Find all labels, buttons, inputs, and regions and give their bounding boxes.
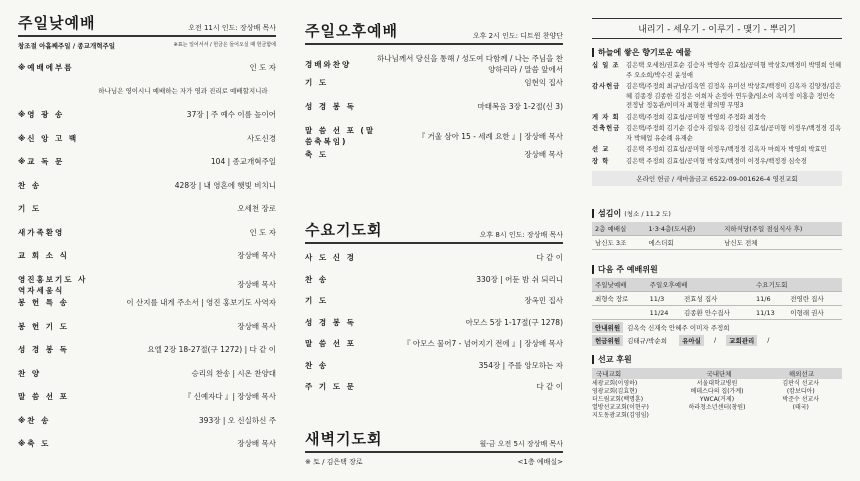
offering-names: 김은택 오세천/권호순 김승자 박영숙 김효섭/공미형 박상호/백경미 박명희 인혜주 오소희/박수진 윤성애 xyxy=(626,62,842,79)
mission-column xyxy=(675,380,760,420)
mission-item: 열방선교교회(이현구) xyxy=(592,404,649,411)
offering-row xyxy=(592,61,842,80)
morning-order-value: 인 도 자 xyxy=(249,63,276,72)
wednesday-order-label: 찬 송 xyxy=(305,360,329,370)
morning-title: 주일낮예배 xyxy=(18,14,96,32)
morning-order-list xyxy=(18,56,276,466)
morning-order-label: 말 씀 선 포 xyxy=(18,392,69,401)
morning-order-row xyxy=(18,180,276,191)
morning-order-row xyxy=(18,391,276,402)
manager-value: / xyxy=(767,336,770,344)
afternoon-order-row xyxy=(305,53,563,75)
wednesday-order-value: 다 같 이 xyxy=(536,253,563,262)
wednesday-order-row xyxy=(305,360,563,371)
afternoon-order-list xyxy=(305,45,563,175)
morning-order-value: 오세천 장로 xyxy=(237,204,276,213)
middle-column xyxy=(305,0,563,467)
mission-item: (태국) xyxy=(792,404,809,411)
next-cell: 11/13 xyxy=(753,306,787,320)
offering-title: 하늘에 쌓은 향기로운 예물 xyxy=(592,47,842,58)
next-cell: 김종환 안수집사 xyxy=(681,306,753,320)
guide-row xyxy=(592,322,842,333)
morning-order-row xyxy=(18,344,276,355)
serve-head-cell: 2층 예배실 xyxy=(592,222,646,236)
morning-order-value: 인 도 자 xyxy=(249,227,276,237)
morning-order-label: 봉 헌 특 송 xyxy=(18,298,69,307)
offering-label: 십 일 조 xyxy=(592,62,620,69)
wednesday-order-value: 아모스 5장 1-17절(구 1278) xyxy=(465,317,563,327)
next-cell: 전영란 집사 xyxy=(787,292,842,306)
morning-order-label: 찬 양 xyxy=(18,368,42,378)
next-head-cell: 주일낮예배 xyxy=(592,278,647,292)
mission-item: 박준수 선교사 xyxy=(782,396,820,403)
wednesday-meta: 오후 8시 인도: 장상배 목사 xyxy=(479,231,563,239)
offering-label: 감사헌금 xyxy=(592,83,621,90)
wednesday-order-label: 주 기 도 문 xyxy=(305,382,356,391)
offering-list xyxy=(592,61,842,166)
serve-header xyxy=(592,208,842,219)
next-cell: 최형숙 장로 xyxy=(592,292,647,306)
mission-head-cell: 국내단체 xyxy=(706,370,732,378)
wednesday-order-label: 기 도 xyxy=(305,296,329,305)
wednesday-order-row xyxy=(305,381,563,392)
wednesday-order-value: 354장 | 주를 앙모하는 자 xyxy=(478,360,563,370)
next-head-cell: 수요기도회 xyxy=(753,278,842,292)
serve-cell: 남신도 3조 xyxy=(592,236,646,250)
mission-item: 더드림교회(백명훈) xyxy=(592,396,644,403)
next-row xyxy=(592,306,842,320)
offering-row xyxy=(592,82,842,111)
offering-names: 김은택 주정희 김효섭/공미형 이정우/백정경 김옥자 마희자 박영희 박효민 xyxy=(626,146,827,153)
offering-row xyxy=(592,124,842,143)
mission-item: 지도동광교회(김영임) xyxy=(592,412,649,419)
morning-order-value: 장상배 목사 xyxy=(237,280,276,289)
morning-order-label: ※신 앙 고 백 xyxy=(18,133,79,143)
offering-row xyxy=(592,145,842,155)
morning-order-row xyxy=(18,62,276,73)
right-column xyxy=(592,0,842,420)
next-row xyxy=(592,292,842,306)
next-cell: 11/6 xyxy=(753,292,787,306)
afternoon-meta: 오후 2시 인도: 디트윈 찬양단 xyxy=(472,32,563,40)
morning-order-value: 사도신경 xyxy=(247,133,276,143)
serve-head-cell: 1·3·4층(도서관) xyxy=(646,222,722,236)
dawn-left: ※ 토 / 김은택 장로 xyxy=(305,458,363,466)
afternoon-header xyxy=(305,20,563,45)
morning-order-row xyxy=(18,274,276,296)
manager-label: 교회관리 xyxy=(726,335,757,346)
morning-subheader xyxy=(18,41,276,50)
morning-order-value: 428장 | 내 영혼에 햇빛 비치니 xyxy=(174,180,276,190)
mission-head xyxy=(592,368,842,379)
morning-order-row xyxy=(18,321,276,332)
afternoon-order-value: 『 거울 삼아 15 - 세례 요한 』| 장상배 목사 xyxy=(417,131,563,141)
wednesday-order-label: 사 도 신 경 xyxy=(305,253,356,262)
morning-order-label: ※찬 송 xyxy=(18,415,51,425)
morning-order-value: 장상배 목사 xyxy=(237,321,276,331)
mission-item: 영광교회(김효현) xyxy=(592,388,638,395)
offering-label: 게 자 회 xyxy=(592,113,620,121)
wednesday-order-value: 다 같 이 xyxy=(536,382,563,391)
morning-order-value: 승리의 찬송 | 시온 찬양대 xyxy=(191,368,276,378)
afternoon-order-row xyxy=(305,101,563,112)
afternoon-order-label: 기 도 xyxy=(305,78,329,87)
dawn-meta: 월-금 오전 5시 장상배 목사 xyxy=(479,440,563,448)
morning-order-row xyxy=(18,415,276,426)
next-title: 다음 주 예배위원 xyxy=(592,264,842,275)
mission-column xyxy=(760,380,843,420)
mission-item: 세광교회(이영하) xyxy=(592,380,638,387)
serve-cell: 남신도 전체 xyxy=(721,236,842,250)
wednesday-order-row xyxy=(305,252,563,263)
count-value: 김태규/박순희 xyxy=(627,337,667,345)
wednesday-order-row xyxy=(305,317,563,328)
offering-names: 김은택/주정희 김효섭/공미형 박영희 주정화 최정숙 xyxy=(626,113,766,121)
afternoon-order-label: 말 씀 선 포 (말씀축복임) xyxy=(305,126,376,146)
morning-order-row xyxy=(18,250,276,261)
mission-item: 베데스다의 집(가계) xyxy=(690,388,744,395)
mission-title: 선교 후원 xyxy=(592,354,842,365)
morning-order-value: 하나님은 영이시니 예배하는 자가 영과 진리로 예배할지니라 xyxy=(98,86,268,95)
morning-meta: 오전 11시 인도: 장상배 목사 xyxy=(188,24,276,32)
morning-header xyxy=(18,12,276,37)
afternoon-order-value: 장상배 목사 xyxy=(524,150,563,159)
afternoon-order-value: 마태복음 3장 1-2절(신 3) xyxy=(477,102,563,111)
afternoon-order-value: 하나님께서 당신을 통해 / 성도여 다함께 / 나는 주님을 찬양하리라 / 말씀 앞에서 xyxy=(377,54,563,74)
offering-names: 김은택/주정희 최규남/김옥연 김정옥 유미선 박상호/백경미 김옥자 김양경/김은혜 김종경 김종한 김정은 이희자 손정아 연두출/임소이 옥미정 이홍층 정민숙 전정남 정동관/이미자 최형선 황의명 무명3 xyxy=(626,83,842,109)
morning-order-value: 37장 | 주 예수 이름 높이어 xyxy=(186,110,276,119)
morning-order-row xyxy=(18,133,276,144)
next-cell: 11/24 xyxy=(647,306,681,320)
morning-order-label: 교 회 소 식 xyxy=(18,251,69,260)
mission-item: 김판식 선교사 xyxy=(782,380,820,387)
morning-note: ※표는 일어서서 / 헌금은 들어오실 때 헌금함에 xyxy=(173,42,276,48)
mission-item: (캄보디아) xyxy=(786,388,815,395)
guide-label: 안내위원 xyxy=(592,322,623,333)
morning-order-row xyxy=(18,109,276,120)
morning-order-label: 봉 헌 기 도 xyxy=(18,321,69,331)
wednesday-header xyxy=(305,219,563,244)
wednesday-order-list xyxy=(305,244,563,394)
morning-order-label: 성 경 봉 독 xyxy=(18,345,69,354)
afternoon-order-row xyxy=(305,125,563,147)
morning-order-row xyxy=(18,156,276,167)
morning-order-value: 요엘 2장 18-27절(구 1272) | 다 같 이 xyxy=(147,345,276,354)
youth-label: 유아실 xyxy=(679,335,704,346)
wednesday-order-label: 말 씀 선 포 xyxy=(305,339,356,348)
offering-names: 김은택/주정희 김기순 김승자 김일옥 김정심 김효섭/공미형 이정우/백정경 김옥자 박혜업 유순례 유재순 xyxy=(626,125,842,142)
serve-head-cell: 지하식당(주일 점심식사 후) xyxy=(721,222,842,236)
offering-row xyxy=(592,157,842,167)
mission-item: 서울대학교병원 xyxy=(696,380,738,387)
serve-row xyxy=(592,236,842,250)
morning-order-value: 장상배 목사 xyxy=(237,251,276,260)
dawn-row xyxy=(305,457,563,467)
next-cell: 11/3 xyxy=(647,292,681,306)
wednesday-order-row xyxy=(305,295,563,306)
dawn-title: 새벽기도회 xyxy=(305,430,383,448)
afternoon-order-value: 임현익 집사 xyxy=(524,78,563,87)
afternoon-order-row xyxy=(305,77,563,88)
wednesday-order-row xyxy=(305,274,563,285)
serve-sub: (청소 / 11.2 도) xyxy=(624,210,671,218)
morning-order-label: 새가족환영 xyxy=(18,227,65,237)
morning-order-value: 장상배 목사 xyxy=(237,439,276,448)
morning-order-row xyxy=(18,297,276,308)
serve-title: 섬김이 xyxy=(592,208,621,219)
morning-order-row xyxy=(18,86,276,95)
next-cell: 이형래 권사 xyxy=(787,306,842,320)
offering-row xyxy=(592,113,842,123)
afternoon-title: 주일오후예배 xyxy=(305,22,398,40)
morning-order-value: 104 | 종교개혁주일 xyxy=(210,157,276,166)
morning-order-label: ※교 독 문 xyxy=(18,157,65,166)
morning-order-label: 찬 송 xyxy=(18,180,42,190)
offering-label: 선 교 xyxy=(592,146,610,153)
afternoon-order-label: 경배와찬양 xyxy=(305,59,352,69)
offering-label: 건축헌금 xyxy=(592,125,621,132)
mission-head-cell: 해외선교 xyxy=(788,370,814,378)
morning-order-value: 『 신예자다 』| 장상배 목사 xyxy=(183,392,276,401)
afternoon-order-label: 축 도 xyxy=(305,150,329,159)
offering-label: 장 학 xyxy=(592,157,610,165)
morning-order-value: 이 산지를 내게 주소서 | 영진 홍보기도 사역자 xyxy=(126,298,276,307)
youth-value: / xyxy=(713,336,717,344)
offering-names: 김은택 주정희 김효섭/공미형 박상호/백경미 이정우/백정경 심숙경 xyxy=(626,157,807,165)
morning-order-label: ※영 광 송 xyxy=(18,110,65,119)
serve-table xyxy=(592,222,842,250)
afternoon-order-label: 성 경 봉 독 xyxy=(305,102,356,111)
morning-order-row xyxy=(18,438,276,449)
morning-service-section xyxy=(18,0,276,466)
mission-columns xyxy=(592,380,842,420)
wednesday-title: 수요기도회 xyxy=(305,221,383,239)
mission-column xyxy=(592,380,675,420)
next-head-row xyxy=(592,278,842,292)
morning-order-row xyxy=(18,368,276,379)
online-offering: 온라인 헌금 / 새마을금고 6522-09-001626-4 영진교회 xyxy=(592,171,842,186)
morning-order-label: 영진홍보기도 사역자세움식 xyxy=(18,274,88,295)
morning-subtitle: 창조절 아홉째주일 / 종교개혁주일 xyxy=(18,42,116,50)
serve-cell: 에스더회 xyxy=(646,236,722,250)
wednesday-order-value: 장옥민 집사 xyxy=(524,296,563,305)
next-cell xyxy=(592,306,647,320)
next-head-cell: 주일오후예배 xyxy=(647,278,753,292)
wednesday-order-value: 330장 | 어둔 밤 쉬 되리니 xyxy=(476,274,563,284)
wednesday-order-value: 『 아모스 물어7 - 넘어지기 전에 』| 장상배 목사 xyxy=(403,339,563,348)
morning-order-label: ※예배에부름 xyxy=(18,63,74,72)
count-row xyxy=(592,335,842,346)
dawn-header xyxy=(305,428,563,453)
morning-order-label: ※축 도 xyxy=(18,439,51,448)
mission-item: 하라청소년센터(창원) xyxy=(688,404,746,411)
wednesday-order-label: 성 경 봉 독 xyxy=(305,317,356,327)
wednesday-order-label: 찬 송 xyxy=(305,274,329,284)
serve-head-row xyxy=(592,222,842,236)
morning-order-row xyxy=(18,203,276,214)
afternoon-order-row xyxy=(305,149,563,160)
next-cell: 전효성 집사 xyxy=(681,292,753,306)
next-table xyxy=(592,278,842,320)
guide-value: 김옥숙 신재숙 안혜주 이미자 주정희 xyxy=(627,324,730,332)
mission-head-cell: 국내교회 xyxy=(596,370,622,378)
count-label: 헌금위원 xyxy=(592,335,623,346)
dawn-right: <1층 예배실> xyxy=(517,458,563,466)
morning-order-row xyxy=(18,227,276,238)
motto: 내리기 - 세우기 - 이루기 - 맺기 - 뿌리기 xyxy=(592,18,842,39)
morning-order-value: 393장 | 오 신실하신 주 xyxy=(198,415,276,425)
morning-order-label: 기 도 xyxy=(18,204,42,213)
wednesday-order-row xyxy=(305,338,563,349)
mission-item: YWCA(거제) xyxy=(699,396,735,403)
